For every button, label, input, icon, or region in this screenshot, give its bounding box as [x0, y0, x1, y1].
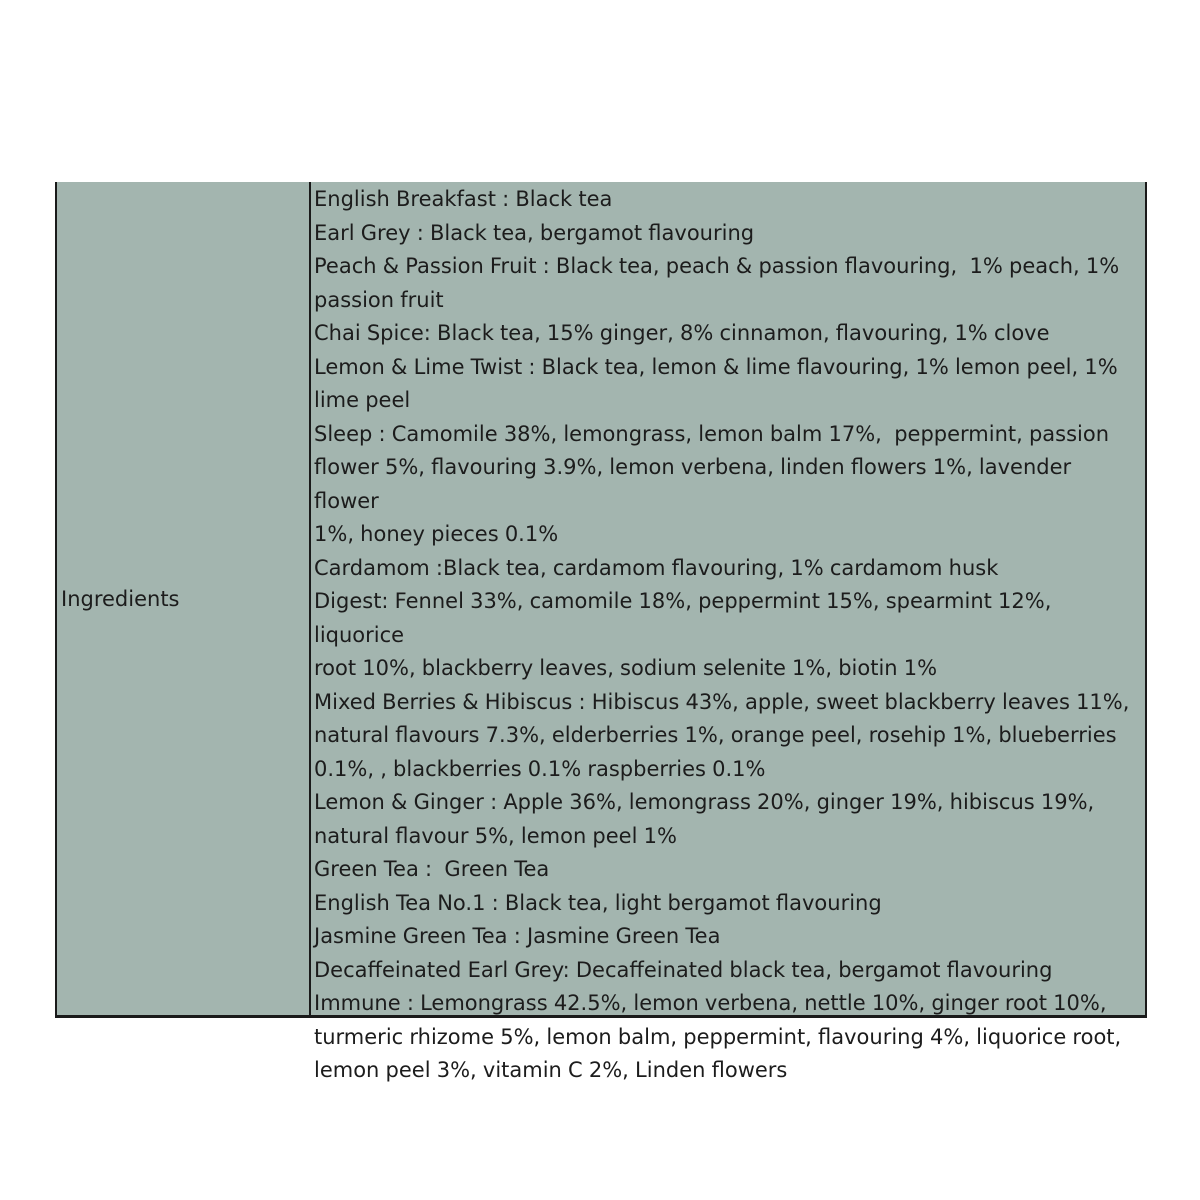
- ingredient-entry: Chai Spice: Black tea, 15% ginger, 8% cinnamon, flavouring, 1% clove: [314, 321, 1050, 345]
- ingredients-content-cell: [311, 182, 1145, 1082]
- ingredient-entry: Sleep : Camomile 38%, lemongrass, lemon balm 17%, peppermint, passion flower 5%, flavouring 3.9%, lemon verbena, linden flowers 1%, lavender flower 1%, honey pieces 0.1%: [314, 421, 1110, 546]
- ingredients-label: Ingredients: [61, 587, 180, 611]
- ingredient-entry: Mixed Berries & Hibiscus : Hibiscus 43%, apple, sweet blackberry leaves 11%, natural flavours 7.3%, elderberries 1%, orange peel, rosehip 1%, blueberries 0.1%, , blackberries 0.1% raspberries 0.1%: [314, 689, 1130, 781]
- label-cell: [57, 182, 311, 1015]
- ingredient-entry: Earl Grey : Black tea, bergamot flavouring: [314, 220, 755, 245]
- ingredients-table: [55, 182, 1147, 1082]
- ingredient-entry: Digest: Fennel 33%, camomile 18%, peppermint 15%, spearmint 12%, liquorice root 10%, blackberry leaves, sodium selenite 1%, biotin 1%: [314, 589, 1052, 680]
- ingredient-entry: Peach & Passion Fruit : Black tea, peach & passion flavouring, 1% peach, 1% passion fruit: [314, 254, 1120, 312]
- ingredient-entry: English Tea No.1 : Black tea, light bergamot flavouring: [314, 890, 882, 915]
- ingredient-entry: Green Tea : Green Tea: [314, 857, 550, 881]
- ingredient-entry: Jasmine Green Tea : Jasmine Green Tea: [314, 924, 721, 948]
- ingredient-entry: English Breakfast : Black tea: [314, 187, 613, 211]
- ingredient-entry: Cardamom :Black tea, cardamom flavouring, 1% cardamom husk: [314, 555, 999, 580]
- ingredient-entry: Decaffeinated Earl Grey: Decaffeinated black tea, bergamot flavouring: [314, 957, 1053, 982]
- ingredient-entry: Immune : Lemongrass 42.5%, lemon verbena, nettle 10%, ginger root 10%, turmeric rhizome 5%, lemon balm, peppermint, flavouring 4%, liquorice root, lemon peel 3%, vitamin C 2%, Linden flowers: [314, 991, 1122, 1082]
- ingredient-entry: Lemon & Ginger : Apple 36%, lemongrass 20%, ginger 19%, hibiscus 19%, natural flavour 5%, lemon peel 1%: [314, 790, 1095, 848]
- ingredient-entry: Lemon & Lime Twist : Black tea, lemon & lime flavouring, 1% lemon peel, 1% lime peel: [314, 354, 1118, 412]
